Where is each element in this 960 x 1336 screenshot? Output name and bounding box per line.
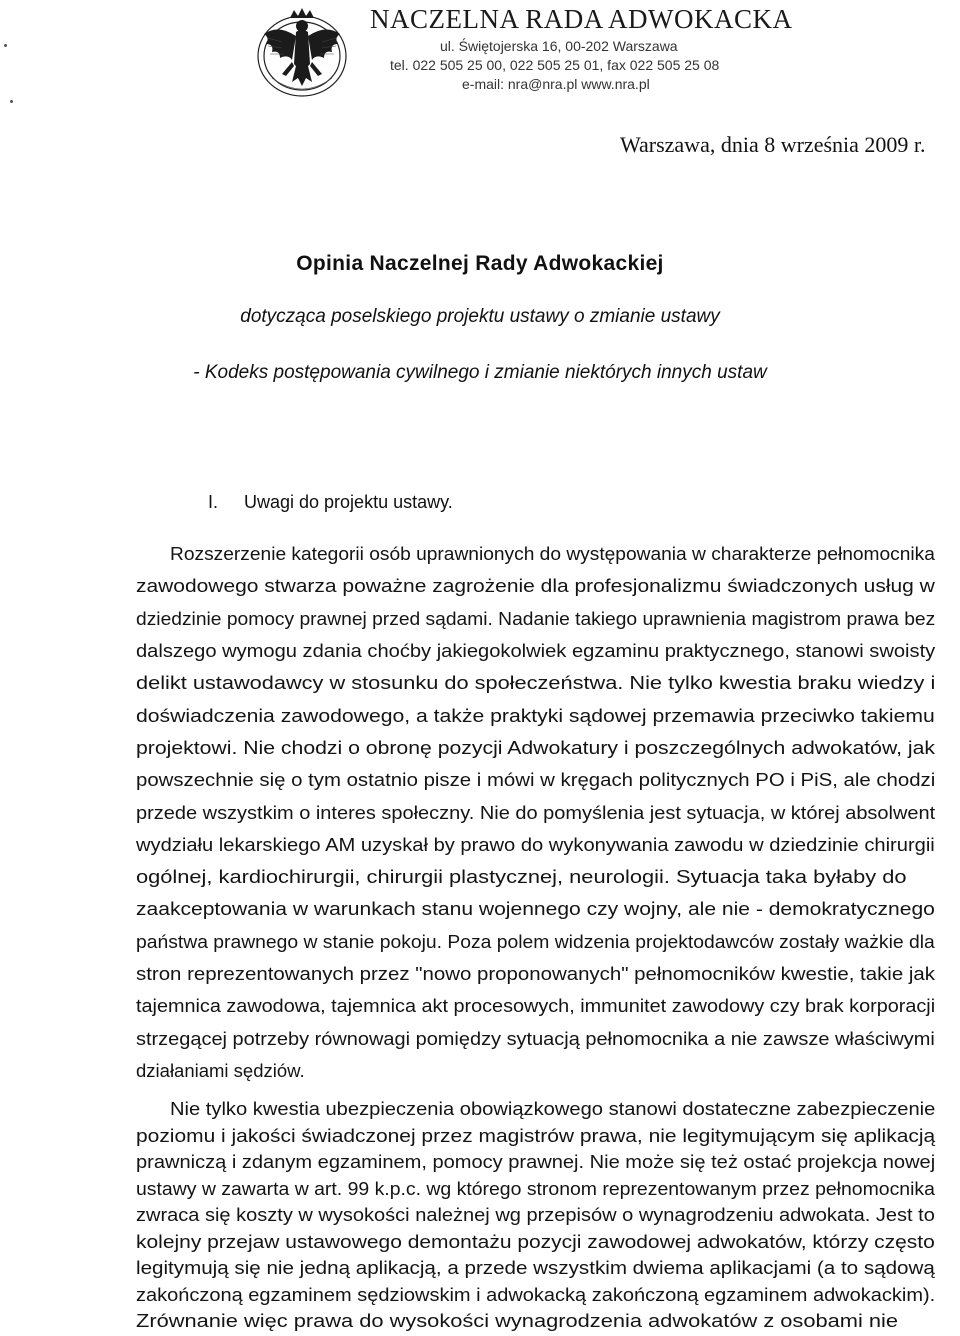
section-heading-text: Uwagi do projektu ustawy. xyxy=(244,492,453,512)
document-subtitle-line-2: - Kodeks postępowania cywilnego i zmianie niektórych innych ustaw xyxy=(193,362,767,383)
paragraph-line: państwa prawnego w stanie pokoju. Poza polem widzenia projektodawców zostały ważkie dla xyxy=(136,931,935,952)
eagle-emblem-icon xyxy=(252,4,360,100)
paragraph-line: ogólnej, kardiochirurgii, chirurgii plastycznej, neurologii. Sytuacja taka byłaby do xyxy=(136,866,907,887)
paragraph-line: Zrównanie więc prawa do wysokości wynagrodzenia adwokatów z osobami nie xyxy=(136,1310,899,1331)
paragraph-line: Nie tylko kwestia ubezpieczenia obowiązkowego stanowi dostateczne zabezpieczenie xyxy=(170,1098,936,1119)
section-number: I. xyxy=(208,492,219,512)
paragraph-line: zawodowego stwarza poważne zagrożenie dla profesjonalizmu świadczonych usług w xyxy=(136,575,935,596)
paragraph-line: doświadczenia zawodowego, a także praktyki sądowej przemawia przeciwko takiemu xyxy=(136,705,935,726)
paragraph-line: zaakceptowania w warunkach stanu wojennego czy wojny, ale nie - demokratycznego xyxy=(136,898,935,919)
paragraph-line: kolejny przejaw ustawowego demontażu pozycji zawodowej adwokatów, którzy często xyxy=(136,1231,935,1252)
paragraph-line: poziomu i jakości świadczonej przez magistrów prawa, nie legitymującym się aplikacją xyxy=(136,1125,936,1146)
paragraph-line: delikt ustawodawcy w stosunku do społeczeństwa. Nie tylko kwestia braku wiedzy i xyxy=(136,672,936,693)
paragraph-line: wydziału lekarskiego AM uzyskał by prawo do wykonywania zawodu w dziedzinie chirurgii xyxy=(136,834,935,855)
scan-speck xyxy=(10,100,13,103)
paragraph-line: przede wszystkim o interes społeczny. Nie do pomyślenia jest sytuacja, w której absolwent xyxy=(136,802,936,823)
section-heading xyxy=(208,492,453,513)
organization-name: NACZELNA RADA ADWOKACKA xyxy=(370,4,793,34)
paragraph-line: Rozszerzenie kategorii osób uprawnionych do występowania w charakterze pełnomocnika xyxy=(170,543,935,564)
organization-phones: tel. 022 505 25 00, 022 505 25 01, fax 022 505 25 08 xyxy=(390,57,720,73)
paragraph-line: legitymują się nie jedną aplikacją, a przede wszystkim dwiema aplikacjami (a to sądową xyxy=(136,1257,935,1278)
scan-speck xyxy=(4,44,7,47)
paragraph-line: stron reprezentowanych przez "nowo proponowanych" pełnomocników kwestie, takie jak xyxy=(136,963,935,984)
paragraph-line: ustawy w zawarta w art. 99 k.p.c. wg którego stronom reprezentowanym przez pełnomocnika xyxy=(136,1178,935,1199)
paragraph-line: dziedzinie pomocy prawnej przed sądami. Nadanie takiego uprawnienia magistrom prawa bez xyxy=(136,608,936,629)
paragraph-line: projektowi. Nie chodzi o obronę pozycji Adwokatury i poszczególnych adwokatów, jak xyxy=(136,737,935,758)
paragraph-line: zakończoną egzaminem sędziowskim i adwokacką zakończoną egzaminem adwokackim). xyxy=(136,1284,936,1305)
paragraph-line: działaniami sędziów. xyxy=(136,1060,305,1081)
paragraph-line: powszechnie się o tym ostatnio pisze i mówi w kręgach politycznych PO i PiS, ale chodzi xyxy=(136,769,936,790)
paragraph-line: prawniczą i zdanym egzaminem, pomocy prawnej. Nie może się też ostać projekcja nowej xyxy=(136,1151,936,1172)
paragraph-line: tajemnica zawodowa, tajemnica akt procesowych, immunitet zawodowy czy brak korporacji xyxy=(136,995,936,1016)
organization-address: ul. Świętojerska 16, 00-202 Warszawa xyxy=(440,38,678,54)
paragraph-line: zwraca się koszty w wysokości należnej wg przepisów o wynagrodzeniu adwokata. Jest to xyxy=(136,1204,935,1225)
document-title: Opinia Naczelnej Rady Adwokackiej xyxy=(296,252,664,275)
organization-web-contact: e-mail: nra@nra.pl www.nra.pl xyxy=(462,76,650,92)
document-date: Warszawa, dnia 8 września 2009 r. xyxy=(620,132,926,157)
document-subtitle-line-1: dotycząca poselskiego projektu ustawy o zmianie ustawy xyxy=(240,306,720,327)
paragraph-line: dalszego wymogu zdania choćby jakiegokolwiek egzaminu praktycznego, stanowi swoisty xyxy=(136,640,936,661)
paragraph-line: strzegącej potrzeby równowagi pomiędzy sytuacją pełnomocnika a nie zawsze właściwymi xyxy=(136,1028,935,1049)
